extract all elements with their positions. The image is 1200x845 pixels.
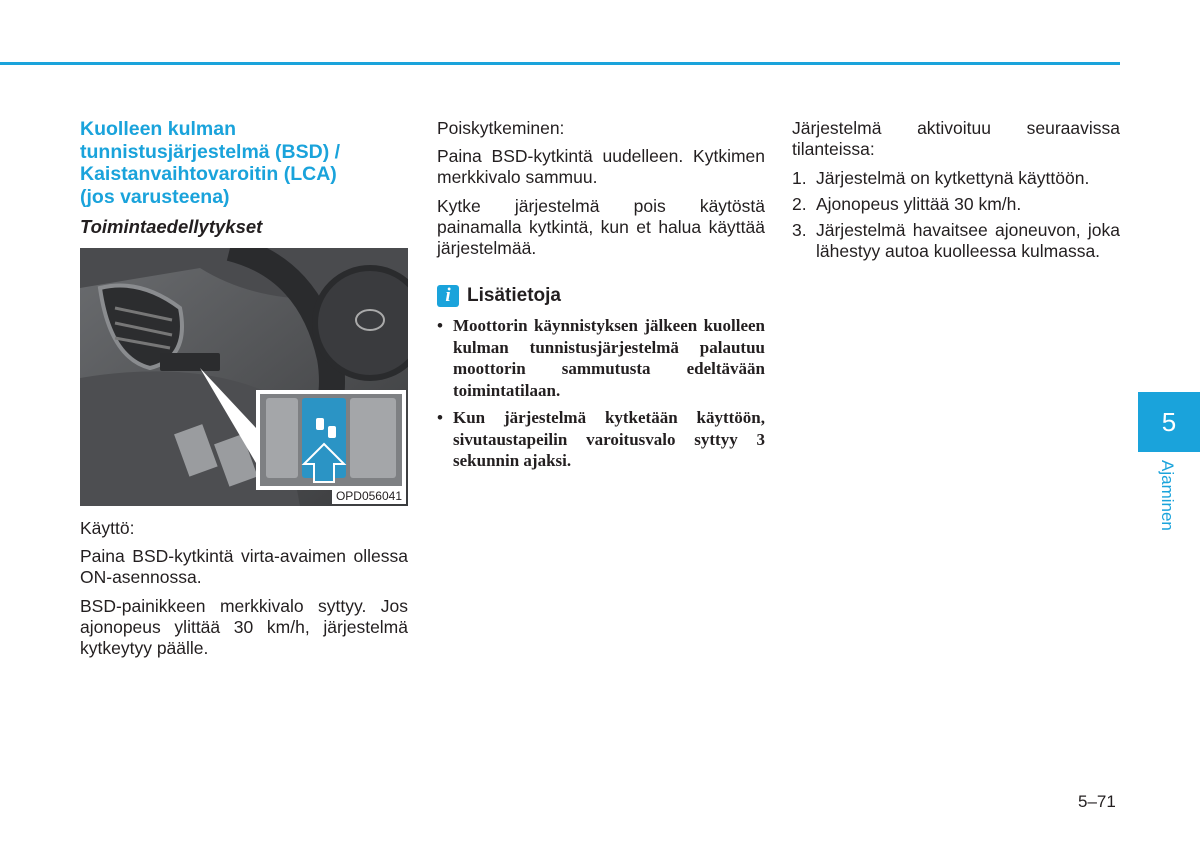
condition-item: 1. Järjestelmä on kytkettynä käyttöön. [792,168,1090,188]
info-bullet-item: • Kun järjestelmä kytketään käyttöön, sivutaustapeilin varoitusvalo syttyy 3 sekunnin ajaksi. [437,408,765,470]
condition-item: 2. Ajonopeus ylittää 30 km/h. [792,194,1022,214]
info-box-title [437,285,765,307]
indicator-text: BSD-painikkeen merkkivalo syttyy. Jos ajonopeus ylittää 30 km/h, järjestelmä kytkeytyy päälle. [80,596,408,658]
usage-text: Paina BSD-kytkintä virta-avaimen ollessa ON-asennossa. [80,546,408,587]
figure-caption: OPD056041 [332,488,406,504]
info-icon: i [437,285,459,307]
dashboard-figure [80,248,408,506]
disable-text: Kytke järjestelmä pois käytöstä painamalla kytkintä, kun et halua käyttää järjestelmää. [437,196,765,258]
activation-intro: Järjestelmä aktivoituu seuraavissa tilanteissa: [792,118,1120,159]
activation-conditions-list [792,168,1120,262]
chapter-tab: 5 [1138,392,1200,452]
section-subheading: Toimintaedellytykset [80,216,263,237]
condition-item: 3. Järjestelmä havaitsee ajoneuvon, joka lähestyy autoa kuolleessa kulmassa. [792,220,1120,261]
info-heading: Lisätietoja [467,285,561,306]
usage-label: Käyttö: [80,518,135,538]
top-rule [0,62,1120,65]
bullet-icon: • [437,408,443,427]
column-1 [80,118,408,667]
column-3 [792,118,1120,267]
bullet-icon: • [437,316,443,335]
heading-line-1: Kuolleen kulman [80,118,237,140]
heading-line-4: (jos varusteena) [80,185,230,208]
dashboard-illustration [80,248,408,506]
info-bullet-item: • Moottorin käynnistyksen jälkeen kuolleen kulman tunnistusjärjestelmä palautuu moottorin sammutusta edeltävään toimintatilaan. [437,316,765,400]
heading-line-3: Kaistanvaihtovaroitin (LCA) [80,163,337,185]
chapter-name: Ajaminen [1158,460,1177,531]
section-heading [80,118,408,208]
info-bullet-list [437,315,765,472]
off-label: Poiskytkeminen: [437,118,565,138]
heading-line-2: tunnistusjärjestelmä (BSD) / [80,140,341,163]
off-text: Paina BSD-kytkintä uudelleen. Kytkimen merkkivalo sammuu. [437,146,765,187]
page-number: 5–71 [1078,792,1116,811]
column-2 [437,118,765,478]
